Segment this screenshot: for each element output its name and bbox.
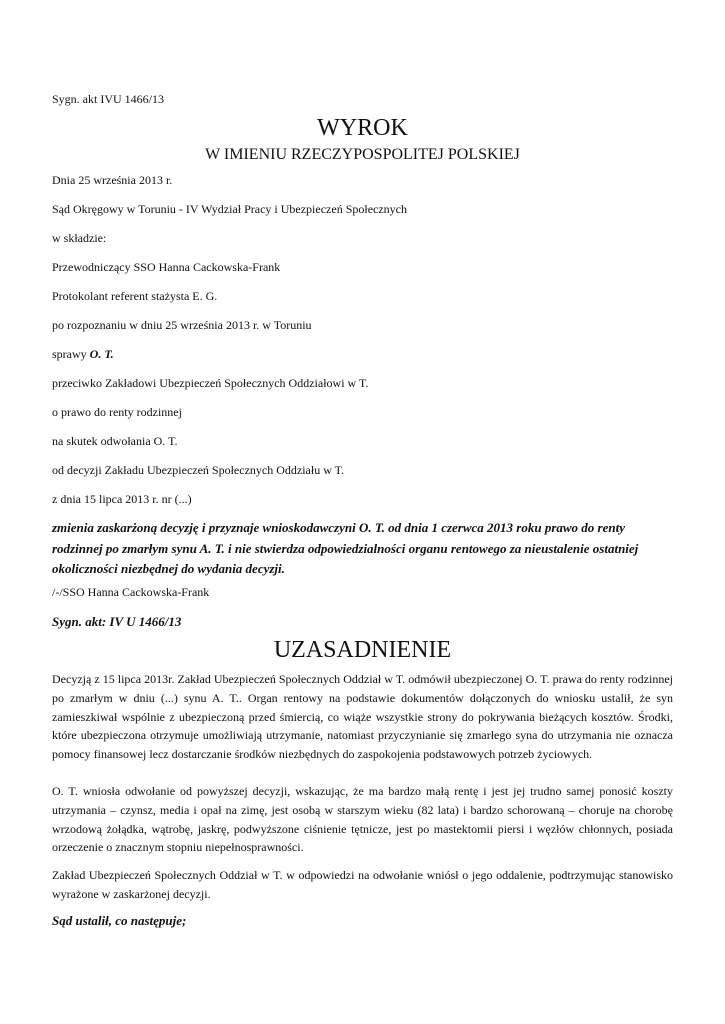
court-clerk: Protokolant referent stażysta E. G. bbox=[52, 289, 218, 303]
verdict-text: zmienia zaskarżoną decyzję i przyznaje wnioskodawczyni O. T. od dnia 1 czerwca 2013 roku prawo do renty rodzinnej po zmarłym synu A. T. i nie stwierdza odpowiedzialności organu rentowego za nieustalenie ostatniej okoliczności niezbędnej do wydania decyzji. bbox=[52, 520, 639, 576]
justification-paragraph: Zakład Ubezpieczeń Społecznych Oddział w T. w odpowiedzi na odwołanie wniósł o jego oddalenie, podtrzymując stanowisko wyrażone w zaskarżonej decyzji. bbox=[52, 868, 673, 901]
findings-heading: Sąd ustalił, co następuje; bbox=[52, 913, 187, 928]
hearing-info: po rozpoznaniu w dniu 25 września 2013 r. w Toruniu bbox=[52, 318, 312, 332]
appeal-info: na skutek odwołania O. T. bbox=[52, 434, 178, 448]
justification-paragraph: O. T. wniosła odwołanie od powyższej decyzji, wskazując, że ma bardzo małą rentę i jest jej trudno samej ponosić koszty utrzymania – czynsz, media i opał na zimę, jest osobą w starszym wieku (82 lata) i bardzo schorowaną – choruje na chorobę wrzodową żołądka, wątrobę, jaskrę, podwyższone ciśnienie tętnicze, jest po mastektomii piersi i węzłów chłonnych, posiada orzeczenie o znacznym stopniu niepełnosprawności. bbox=[52, 784, 673, 855]
signature: /-/SSO Hanna Cackowska-Frank bbox=[52, 585, 210, 599]
presiding-judge: Przewodniczący SSO Hanna Cackowska-Frank bbox=[52, 260, 281, 274]
case-prefix: sprawy bbox=[52, 347, 90, 361]
justification-case-number: Sygn. akt: IV U 1466/13 bbox=[52, 614, 182, 629]
judgment-date: Dnia 25 września 2013 r. bbox=[52, 173, 173, 187]
opposing-party: przeciwko Zakładowi Ubezpieczeń Społecznych Oddziałowi w T. bbox=[52, 376, 369, 390]
justification-paragraph: Decyzją z 15 lipca 2013r. Zakład Ubezpieczeń Społecznych Oddział w T. odmówił ubezpieczonej O. T. prawa do renty rodzinnej po zmarłym w dniu (...) synu A. T.. Organ rentowy na podstawie dokumentów dołączonych do wniosku ustalił, że syn zamieszkiwał wspólnie z ubezpieczoną przed śmiercią, co wiąże wszystkie strony do pokrywania bieżących kosztów. Środki, które ubezpieczona otrzymuje umożliwiają utrzymanie, natomiast przyczynianie się zmarłego syna do utrzymania nie oznacza pomocy finansowej lecz dostarczanie środków niezbędnych do zaspokojenia podstawowych potrzeb życiowych. bbox=[52, 672, 673, 762]
decision-date: z dnia 15 lipca 2013 r. nr (...) bbox=[52, 492, 192, 506]
case-party-line bbox=[52, 347, 114, 362]
justification-title: UZASADNIENIE bbox=[273, 637, 452, 663]
case-subject: o prawo do renty rodzinnej bbox=[52, 405, 182, 419]
case-number: Sygn. akt IVU 1466/13 bbox=[52, 92, 164, 106]
composition-label: w składzie: bbox=[52, 231, 107, 245]
verdict-title: WYROK bbox=[317, 115, 408, 141]
decision-source: od decyzji Zakładu Ubezpieczeń Społecznych Oddziału w T. bbox=[52, 463, 345, 477]
court-name: Sąd Okręgowy w Toruniu - IV Wydział Pracy i Ubezpieczeń Społecznych bbox=[52, 202, 408, 216]
party-name: O. T. bbox=[89, 347, 114, 361]
verdict-subtitle: W IMIENIU RZECZYPOSPOLITEJ POLSKIEJ bbox=[205, 146, 520, 163]
